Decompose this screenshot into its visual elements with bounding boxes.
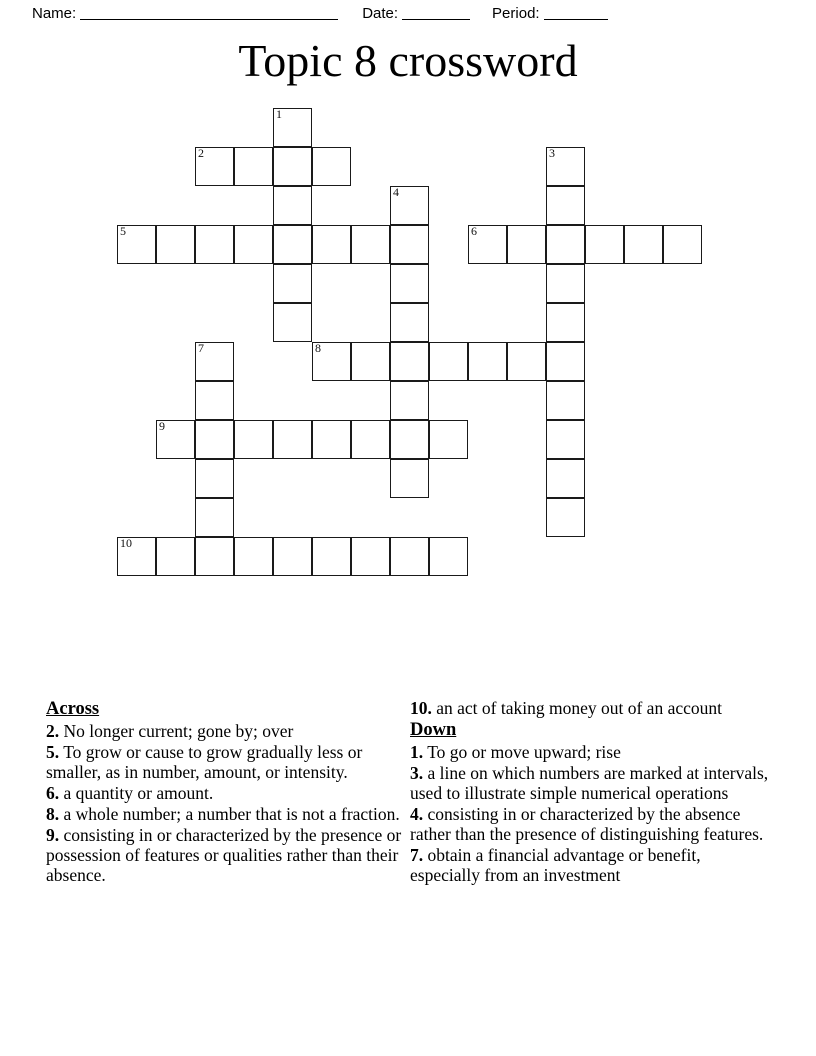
grid-cell[interactable] (351, 537, 390, 576)
grid-cell[interactable] (351, 420, 390, 459)
clue-text: a whole number; a number that is not a fraction. (63, 804, 400, 824)
grid-cell[interactable] (273, 186, 312, 225)
grid-cell[interactable] (546, 342, 585, 381)
clue-down-7 (410, 845, 770, 885)
clue-number: 2. (46, 721, 60, 741)
grid-cell-number: 6 (471, 224, 477, 238)
grid-cell[interactable] (624, 225, 663, 264)
clue-number: 7. (410, 845, 424, 865)
grid-cell[interactable] (546, 420, 585, 459)
name-label: Name: (32, 4, 77, 22)
grid-cell[interactable] (312, 225, 351, 264)
clue-number: 10. (410, 698, 432, 718)
clue-number: 9. (46, 825, 60, 845)
clue-text: an act of taking money out of an account (436, 698, 722, 718)
grid-cell[interactable] (663, 225, 702, 264)
clue-across-9 (46, 825, 402, 885)
grid-cell[interactable] (273, 147, 312, 186)
grid-cell[interactable] (234, 537, 273, 576)
clue-number: 5. (46, 742, 60, 762)
grid-cell[interactable] (234, 225, 273, 264)
clue-text: No longer current; gone by; over (63, 721, 294, 741)
grid-cell[interactable] (429, 420, 468, 459)
grid-cell[interactable] (546, 498, 585, 537)
grid-cell-start-8[interactable] (312, 342, 351, 381)
clue-text: a line on which numbers are marked at intervals, used to illustrate simple numerical operations (410, 763, 769, 803)
grid-cell[interactable] (195, 381, 234, 420)
grid-cell-number: 4 (393, 185, 399, 199)
grid-cell[interactable] (351, 225, 390, 264)
grid-cell-start-10[interactable] (117, 537, 156, 576)
grid-cell-number: 9 (159, 419, 165, 433)
grid-cell-number: 1 (276, 107, 282, 121)
grid-cell[interactable] (390, 225, 429, 264)
grid-cell-start-4[interactable] (390, 186, 429, 225)
clue-text: consisting in or characterized by the absence rather than the presence of distinguishing features. (410, 804, 764, 844)
clue-across-10 (410, 698, 770, 718)
clue-text: consisting in or characterized by the presence or possession of features or qualities rather than their absence. (46, 825, 402, 885)
grid-cell-number: 5 (120, 224, 126, 238)
clue-column-left (46, 698, 402, 886)
grid-cell[interactable] (390, 420, 429, 459)
down-heading: Down (410, 720, 457, 740)
grid-cell[interactable] (195, 225, 234, 264)
grid-cell-number: 2 (198, 146, 204, 160)
clue-number: 3. (410, 763, 424, 783)
clue-across-5 (46, 742, 402, 782)
grid-cell-start-7[interactable] (195, 342, 234, 381)
grid-cell[interactable] (429, 537, 468, 576)
grid-cell[interactable] (195, 420, 234, 459)
grid-cell[interactable] (468, 342, 507, 381)
grid-cell-start-9[interactable] (156, 420, 195, 459)
grid-cell-start-1[interactable] (273, 108, 312, 147)
grid-cell-start-6[interactable] (468, 225, 507, 264)
clue-lists (0, 698, 816, 998)
grid-cell[interactable] (273, 264, 312, 303)
grid-cell[interactable] (195, 498, 234, 537)
clue-across-8 (46, 804, 402, 824)
grid-cell[interactable] (546, 459, 585, 498)
grid-cell[interactable] (390, 537, 429, 576)
grid-cell-start-3[interactable] (546, 147, 585, 186)
clue-text: obtain a financial advantage or benefit, especially from an investment (410, 845, 701, 885)
clue-down-1 (410, 742, 770, 762)
grid-cell[interactable] (546, 225, 585, 264)
clue-column-right (410, 698, 770, 886)
grid-cell[interactable] (273, 537, 312, 576)
clue-across-6 (46, 783, 402, 803)
grid-cell[interactable] (546, 381, 585, 420)
grid-cell[interactable] (390, 303, 429, 342)
clue-across-2 (46, 721, 402, 741)
grid-cell[interactable] (156, 225, 195, 264)
clue-number: 1. (410, 742, 424, 762)
grid-cell[interactable] (390, 381, 429, 420)
clue-number: 4. (410, 804, 424, 824)
grid-cell[interactable] (234, 420, 273, 459)
grid-cell-number: 3 (549, 146, 555, 160)
grid-cell-number: 7 (198, 341, 204, 355)
grid-cell[interactable] (195, 537, 234, 576)
grid-cell[interactable] (585, 225, 624, 264)
grid-cell[interactable] (390, 459, 429, 498)
clue-number: 6. (46, 783, 60, 803)
grid-cell-number: 8 (315, 341, 321, 355)
grid-cell[interactable] (546, 186, 585, 225)
grid-cell[interactable] (390, 264, 429, 303)
grid-cell[interactable] (546, 303, 585, 342)
grid-cell[interactable] (273, 303, 312, 342)
clue-number: 8. (46, 804, 60, 824)
clue-down-3 (410, 763, 770, 803)
clue-text: a quantity or amount. (63, 783, 214, 803)
grid-cell[interactable] (312, 537, 351, 576)
grid-cell[interactable] (273, 420, 312, 459)
clue-down-4 (410, 804, 770, 844)
grid-cell[interactable] (429, 342, 468, 381)
grid-cell[interactable] (507, 342, 546, 381)
page-title: Topic 8 crossword (238, 35, 578, 86)
grid-cell[interactable] (507, 225, 546, 264)
clue-text: To go or move upward; rise (427, 742, 621, 762)
grid-cell-start-2[interactable] (195, 147, 234, 186)
grid-cell[interactable] (546, 264, 585, 303)
grid-cell[interactable] (234, 147, 273, 186)
date-label: Date: (362, 4, 399, 22)
clue-text: To grow or cause to grow gradually less or smaller, as in number, amount, or intensity. (46, 742, 363, 782)
grid-cell[interactable] (195, 459, 234, 498)
grid-cell-start-5[interactable] (117, 225, 156, 264)
grid-cell[interactable] (156, 537, 195, 576)
across-heading: Across (46, 699, 100, 719)
grid-cell-number: 10 (120, 536, 132, 550)
grid-cell[interactable] (312, 147, 351, 186)
grid-cell[interactable] (312, 420, 351, 459)
grid-cell[interactable] (273, 225, 312, 264)
grid-cell[interactable] (390, 342, 429, 381)
grid-cell[interactable] (351, 342, 390, 381)
period-label: Period: (492, 4, 540, 22)
